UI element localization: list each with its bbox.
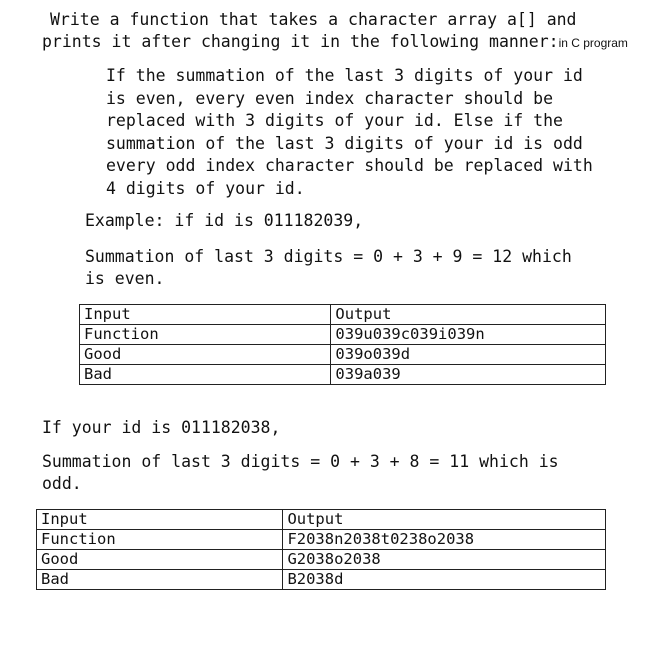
question-line-1: Write a function that takes a character array a[] and xyxy=(50,10,577,29)
table-cell-input: Function xyxy=(37,530,283,550)
table-cell-input: Bad xyxy=(80,365,331,385)
table-header-output: Output xyxy=(283,510,606,530)
table-row xyxy=(37,530,606,550)
example1-sum-line-1: Summation of last 3 digits = 0 + 3 + 9 = 12 which xyxy=(85,247,572,266)
table-row xyxy=(37,570,606,590)
example1-table xyxy=(79,304,606,385)
example2-sum-line-1: Summation of last 3 digits = 0 + 3 + 8 = 11 which is xyxy=(42,452,559,471)
table-cell-output: 039o039d xyxy=(331,345,606,365)
table-cell-input: Bad xyxy=(37,570,283,590)
rule-line-6: 4 digits of your id. xyxy=(106,179,305,198)
table-row xyxy=(37,550,606,570)
question-line-2 xyxy=(42,31,628,54)
table-cell-input: Function xyxy=(80,325,331,345)
table-row xyxy=(80,305,606,325)
question-suffix: in C program xyxy=(558,36,628,50)
example2-intro: If your id is 011182038, xyxy=(42,418,281,437)
example2-sum-line-2: odd. xyxy=(42,474,82,493)
rule-line-1: If the summation of the last 3 digits of your id xyxy=(106,66,583,85)
example1-sum-line-2: is even. xyxy=(85,269,165,288)
table-header-input: Input xyxy=(37,510,283,530)
table-cell-input: Good xyxy=(80,345,331,365)
table-cell-output: F2038n2038t0238o2038 xyxy=(283,530,606,550)
table-cell-output: B2038d xyxy=(283,570,606,590)
table-cell-input: Good xyxy=(37,550,283,570)
example1-intro: Example: if id is 011182039, xyxy=(85,211,364,230)
rule-line-3: replaced with 3 digits of your id. Else if the xyxy=(106,111,563,130)
example2-table xyxy=(36,509,606,590)
table-header-output: Output xyxy=(331,305,606,325)
table-cell-output: G2038o2038 xyxy=(283,550,606,570)
table-row xyxy=(80,365,606,385)
table-cell-output: 039u039c039i039n xyxy=(331,325,606,345)
table-cell-output: 039a039 xyxy=(331,365,606,385)
question-line-2-text: prints it after changing it in the following manner: xyxy=(42,32,559,51)
table-row xyxy=(80,325,606,345)
table-row xyxy=(80,345,606,365)
table-header-input: Input xyxy=(80,305,331,325)
table-row xyxy=(37,510,606,530)
rule-line-4: summation of the last 3 digits of your id is odd xyxy=(106,134,583,153)
rule-line-5: every odd index character should be replaced with xyxy=(106,156,593,175)
rule-line-2: is even, every even index character should be xyxy=(106,89,554,108)
